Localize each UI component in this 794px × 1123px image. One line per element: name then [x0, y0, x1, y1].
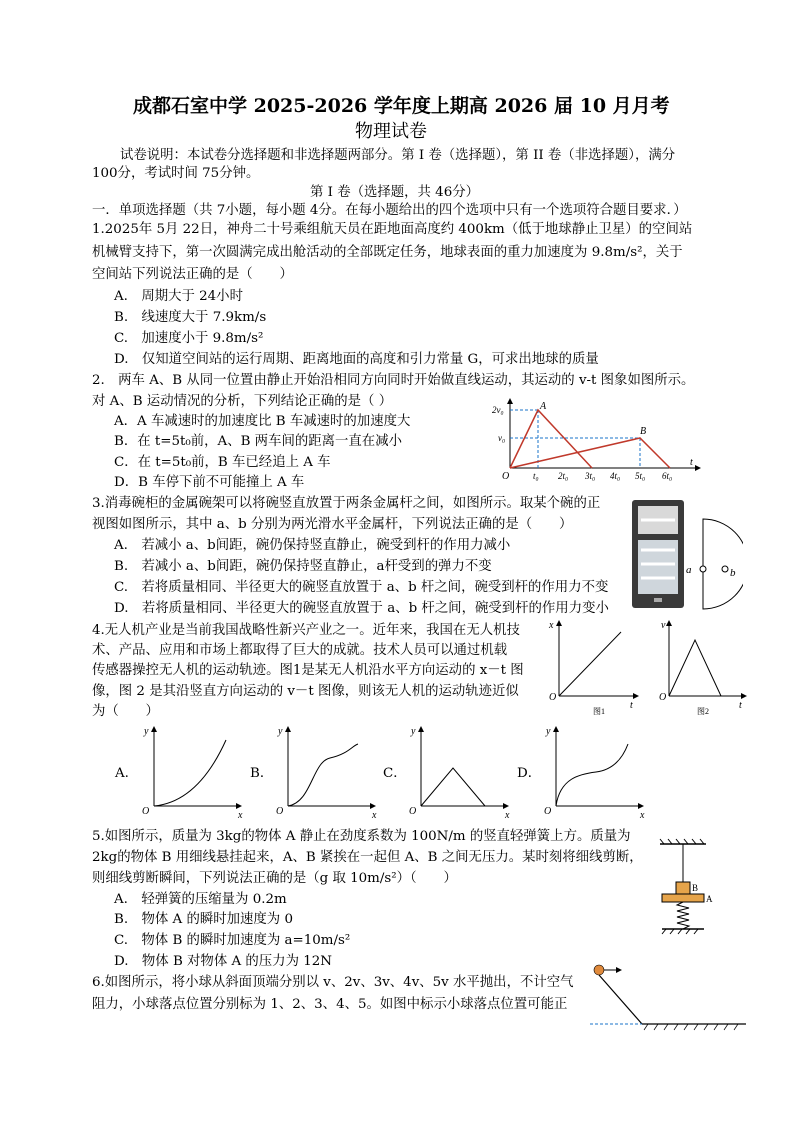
q4-line2: 术、产品、应用和市场上都取得了巨大的成就。技术人员可以通过机载: [92, 643, 508, 658]
tick-2t0: 2t₀: [558, 471, 569, 481]
q2-option-b: B．在 t=5t₀前，A、B 两车间的距离一直在减小: [114, 434, 402, 449]
q4-option-b-label: B．: [250, 766, 274, 781]
instructions-line2: 100分，考试时间 75分钟。: [92, 166, 260, 181]
x-axis-label: t: [690, 457, 693, 468]
a-x-label: x: [238, 810, 243, 818]
q5-line3: 则细线剪断瞬间，下列说法正确的是（g 取 10m/s²）（ ）: [92, 871, 457, 886]
fig1-caption: 图1: [593, 707, 605, 716]
velocity-arrowhead: [616, 967, 622, 973]
vt-triangle: [669, 640, 721, 696]
q1-option-d: D. 仅知道空间站的运行周期、距离地面的高度和引力常量 G，可求出地球的质量: [114, 352, 599, 367]
q4-option-d-label: D．: [517, 766, 542, 781]
fig1-xt-graph: [545, 618, 645, 718]
q3-line1: 3.消毒碗柜的金属碗架可以将碗竖直放置于两条金属杆之间，如图所示。取某个碗的正: [92, 496, 601, 511]
q5-option-d: D. 物体 B 对物体 A 的压力为 12N: [114, 954, 332, 969]
fig2-y-label: v: [661, 620, 666, 631]
xt-line: [559, 632, 621, 696]
c-x-label: x: [505, 810, 510, 818]
rod-b-label: b: [730, 567, 736, 579]
b-x-label: x: [372, 810, 377, 818]
spring: [677, 902, 689, 929]
fig2-caption: 图2: [697, 707, 709, 716]
point-b-label: B: [640, 426, 647, 437]
q2-option-a: A．A 车减速时的加速度比 B 车减速时的加速度大: [114, 414, 411, 429]
bowl-outline: [703, 519, 743, 609]
ground-hatch: [644, 1024, 738, 1030]
c-y-label: y: [411, 726, 416, 737]
q2-vt-graph: [492, 398, 702, 482]
curve-b: [288, 744, 358, 806]
q4-option-d-graph: [540, 722, 650, 818]
q4-option-a-label: A.: [115, 766, 129, 781]
spring-block-diagram: [648, 838, 718, 946]
line-b: [510, 438, 670, 468]
fig1-y-label: x: [549, 620, 554, 631]
d-x-label: x: [640, 810, 645, 818]
rod-a: [700, 566, 706, 572]
bowl-front-view: [683, 515, 743, 615]
q3-option-b: B. 若减小 a、b间距，碗仍保持竖直静止，a杆受到的弹力不变: [114, 559, 492, 574]
block-a: [662, 894, 704, 902]
section-heading: 一．单项选择题（共 7小题，每小题 4分。在每小题给出的四个选项中只有一个选项符合题目要求．）: [92, 203, 687, 218]
q4-line3: 传感器操控无人机的运动轨迹。图1是某无人机沿水平方向运动的 x－t 图: [92, 663, 524, 678]
tick-4t0: 4t₀: [610, 471, 621, 481]
ball: [594, 965, 604, 975]
q3-option-a: A. 若减小 a、b间距，碗仍保持竖直静止，碗受到杆的作用力减小: [114, 538, 511, 553]
q4-option-c-graph: [405, 722, 515, 818]
c-origin: O: [409, 806, 417, 817]
q3-option-d: D. 若将质量相同、半径更大的碗竖直放置于 a、b 杆之间，碗受到杆的作用力变小: [114, 601, 609, 616]
a-y-label: y: [144, 726, 149, 737]
q5-option-b: B. 物体 A 的瞬时加速度为 0: [114, 912, 293, 927]
q2-option-c: C．在 t=5t₀前，B 车已经追上 A 车: [114, 455, 331, 470]
d-origin: O: [544, 806, 552, 817]
q1-line3: 空间站下列说法正确的是（ ）: [92, 267, 293, 282]
q4-option-c-label: C．: [383, 766, 407, 781]
tick-6t0: 6t₀: [662, 471, 673, 481]
tick-2v0: 2v₀: [492, 405, 504, 415]
fig1-origin: O: [549, 692, 557, 703]
exam-title: 成都石室中学 2025-2026 学年度上期高 2026 届 10 月月考: [133, 95, 670, 117]
q3-option-c: C. 若将质量相同、半径更大的碗竖直放置于 a、b 杆之间，碗受到杆的作用力不变: [114, 580, 609, 595]
incline-diagram: [588, 960, 748, 1032]
q3-line2: 视图如图所示，其中 a、b 分别为两光滑水平金属杆，下列说法正确的是（ ）: [92, 517, 573, 532]
q4-line5: 为（ ）: [92, 704, 159, 719]
curve-a: [154, 740, 226, 806]
q4-option-a-graph: [138, 722, 248, 818]
q2-line2: 对 A、B 运动情况的分析，下列结论正确的是（ ）: [92, 394, 393, 409]
tick-v0: v₀: [498, 433, 506, 443]
origin-label: O: [502, 471, 510, 482]
block-b: [676, 882, 690, 894]
dish-cabinet-image: [630, 498, 686, 610]
tick-3t0: 3t₀: [585, 471, 596, 481]
q5-option-a: A. 轻弹簧的压缩量为 0.2m: [114, 892, 287, 907]
tick-t0: t₀: [533, 471, 539, 481]
rod-a-label: a: [686, 564, 692, 576]
a-origin: O: [142, 806, 150, 817]
label-b: B: [692, 883, 699, 893]
tick-5t0: 5t₀: [635, 471, 646, 481]
curve-c: [421, 768, 485, 806]
d-y-label: y: [546, 726, 551, 737]
rod-b: [722, 566, 728, 572]
x-axis-arrow: [695, 465, 701, 471]
q5-line1: 5.如图所示，质量为 3kg的物体 A 静止在劲度系数为 100N/m 的竖直轻弹簧上方。质量为: [92, 829, 631, 844]
q1-option-a: A. 周期大于 24小时: [114, 289, 243, 304]
q5-option-c: C. 物体 B 的瞬时加速度为 a=10m/s²: [114, 933, 351, 948]
fig2-origin: O: [659, 692, 667, 703]
curve-d: [556, 744, 628, 806]
fig1-x-label: t: [630, 700, 633, 711]
q2-line1: 2. 两车 A、B 从同一位置由静止开始沿相同方向同时开始做直线运动，其运动的 v-t 图象如图所示。: [92, 373, 695, 388]
point-a-label: A: [540, 401, 547, 412]
cabinet-handle: [654, 598, 662, 602]
q5-line2: 2kg的物体 B 用细线悬挂起来，A、B 紧挨在一起但 A、B 之间无压力。某时刻将细线剪断，: [92, 850, 643, 865]
q1-line1: 1.2025年 5月 22日，神舟二十号乘组航天员在距地面高度约 400km（低于地球静止卫星）的空间站: [92, 222, 693, 237]
exam-subtitle: 物理试卷: [355, 121, 427, 142]
b-y-label: y: [278, 726, 283, 737]
incline-surface: [599, 975, 642, 1024]
label-a: A: [706, 894, 713, 904]
q4-line1: 4.无人机产业是当前我国战略性新兴产业之一。近年来，我国在无人机技: [92, 623, 520, 638]
q6-line1: 6.如图所示，将小球从斜面顶端分别以 v、2v、3v、4v、5v 水平抛出，不计空气: [92, 975, 574, 990]
q1-option-b: B. 线速度大于 7.9km/s: [114, 310, 267, 325]
fig2-vt-graph: [655, 618, 755, 718]
q4-line4: 像，图 2 是其沿竖直方向运动的 v－t 图像，则该无人机的运动轨迹近似: [92, 684, 519, 699]
b-origin: O: [276, 806, 284, 817]
instructions-line1: 试卷说明：本试卷分选择题和非选择题两部分。第 I 卷（选择题），第 II 卷（非选择题），满分: [120, 148, 676, 163]
q1-line2: 机械臂支持下，第一次圆满完成出舱活动的全部既定任务，地球表面的重力加速度为 9.8m/s²，关于: [92, 245, 683, 260]
cabinet-lower-window: [638, 540, 678, 594]
q6-line2: 阻力，小球落点位置分别标为 1、2、3、4、5。如图中标示小球落点位置可能正: [92, 997, 568, 1012]
part-heading: 第 I 卷（选择题，共 46分）: [310, 185, 480, 200]
fig2-x-label: t: [739, 700, 742, 711]
q1-option-c: C. 加速度小于 9.8m/s²: [114, 331, 264, 346]
y-axis-arrow: [507, 398, 513, 404]
q4-option-b-graph: [272, 722, 382, 818]
q2-option-d: D．B 车停下前不可能撞上 A 车: [114, 475, 305, 490]
